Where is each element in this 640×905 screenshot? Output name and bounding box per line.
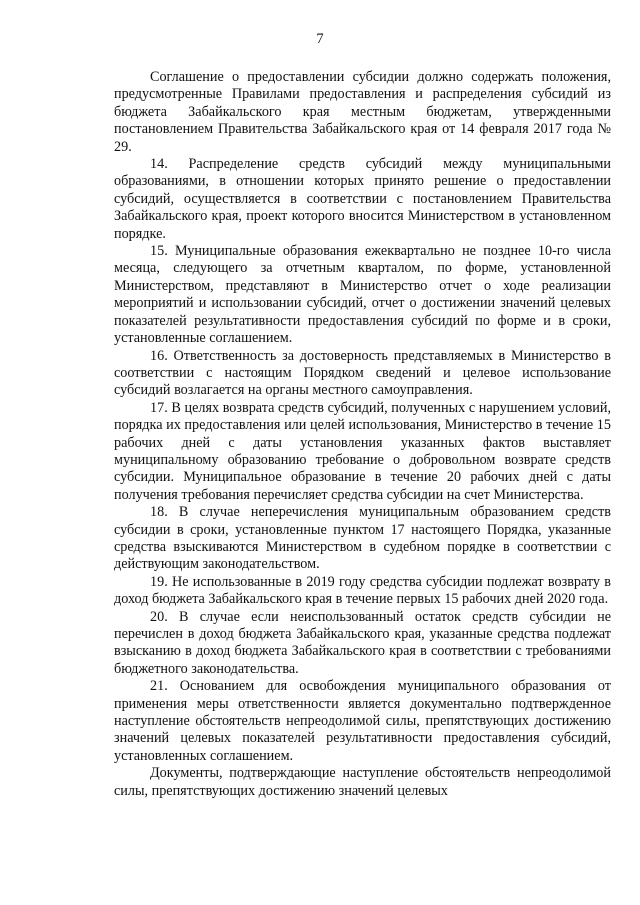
paragraph-18: 18. В случае неперечисления муниципальным образованием средств субсидии в сроки, установленные пунктом 17 настоящего Порядка, указанные средства взыскиваются Министерством в судебном порядке в соответствии с действующим законодательством. [114, 504, 611, 573]
document-body [114, 69, 611, 800]
paragraph-15: 15. Муниципальные образования ежеквартально не позднее 10-го числа месяца, следующего за отчетным кварталом, по форме, установленной Министерством, представляют в Министерство отчет о ходе реализации мероприятий и использовании субсидий, отчет о достижении значений целевых показателей результативности предоставления субсидий по форме и в сроки, установленные соглашением. [114, 243, 611, 347]
paragraph-21: 21. Основанием для освобождения муниципального образования от применения меры ответственности является документально подтвержденное наступление обстоятельств непреодолимой силы, препятствующих достижению значений целевых показателей результативности предоставления субсидий, установленных соглашением. [114, 678, 611, 764]
paragraph-16: 16. Ответственность за достоверность представляемых в Министерство в соответствии с настоящим Порядком сведений и целевое использование субсидий возлагается на органы местного самоуправления. [114, 347, 611, 399]
paragraph-14: 14. Распределение средств субсидий между муниципальными образованиями, в отношении которых принято решение о предоставлении субсидий, осуществляется в соответствии с постановлением Правительства Забайкальского края, проект которого вносится Министерством в установленном порядке. [114, 156, 611, 242]
paragraph-19: 19. Не использованные в 2019 году средства субсидии подлежат возврату в доход бюджета Забайкальского края в течение первых 15 рабочих дней 2020 года. [114, 573, 611, 608]
paragraph-17: 17. В целях возврата средств субсидий, полученных с нарушением условий, порядка их предоставления или целей использования, Министерство в течение 15 рабочих дней с даты установления указанных фактов выставляет муниципальному образованию требование о добровольном возврате средств субсидии. Муниципальное образование в течение 20 рабочих дней с даты получения требования перечисляет средства субсидии на счет Министерства. [114, 399, 611, 503]
paragraph-documents: Документы, подтверждающие наступление обстоятельств непреодолимой силы, препятствующих достижению значений целевых [114, 765, 611, 799]
paragraph-subsidy-agreement: Соглашение о предоставлении субсидии должно содержать положения, предусмотренные Правилами предоставления и распределения субсидий из бюджета Забайкальского края местным бюджетам, утвержденными постановлением Правительства Забайкальского края от 14 февраля 2017 года № 29. [114, 69, 611, 155]
page-number: 7 [316, 31, 324, 47]
paragraph-20: 20. В случае если неиспользованный остаток средств субсидии не перечислен в доход бюджета Забайкальского края, указанные средства подлежат взысканию в доход бюджета Забайкальского края в соответствии с требованиями бюджетного законодательства. [114, 608, 611, 677]
